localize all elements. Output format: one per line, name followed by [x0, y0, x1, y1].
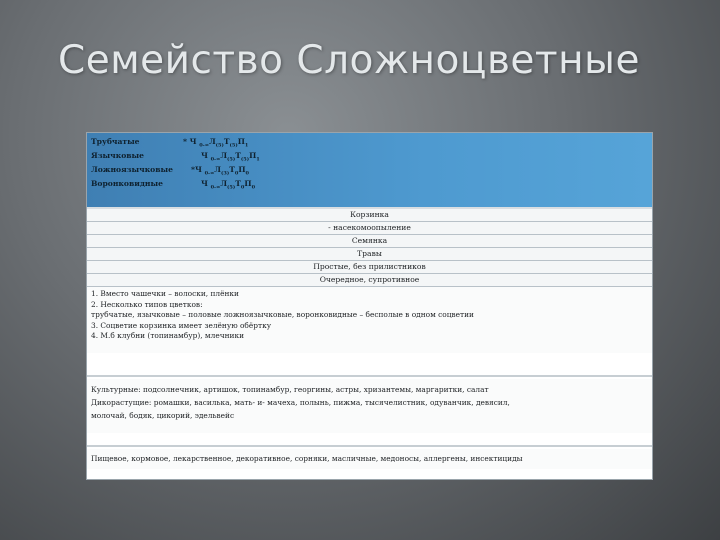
representatives-line: Дикорастущие: ромашки, василька, мать- и- мачеха, полынь, пижма, тысячелистник, одуванчик, девясил,: [91, 398, 510, 407]
representatives-line: Культурные: подсолнечник, артишок, топинамбур, георгины, астры, хризантемы, маргаритки, салат: [91, 385, 489, 394]
representatives-block: [87, 379, 652, 433]
feature-line: 2. Несколько типов цветков:: [91, 299, 203, 309]
feature-line: 4. М.б клубни (топинамбур), млечники: [91, 331, 244, 340]
feature-line: 3. Соцветие корзинка имеет зелёную обёртку: [91, 320, 272, 330]
usage-block: [87, 449, 652, 469]
characteristic-leaves: Простые, без прилистников: [87, 261, 652, 274]
flower-formula: * Ч $_{0-\infty}Л_{(5)}Т_{(5)}П_1$: [183, 137, 249, 149]
formula-label: Ложноязычковые: [91, 165, 173, 174]
info-table: [86, 132, 653, 480]
flower-formula-block: [87, 133, 652, 207]
formula-label: Воронковидные: [91, 179, 163, 188]
flower-formula: Ч $_{0-\infty}Л_{(5)}Т_0П_0$: [201, 179, 256, 191]
divider: [87, 445, 652, 447]
page-title: Семейство Сложноцветные: [58, 38, 640, 83]
characteristic-fruit: Семянка: [87, 235, 652, 248]
feature-line: трубчатые, язычковые – половые ложноязычковые, воронковидные – бесполые в одном соцветии: [91, 310, 474, 319]
formula-label: Трубчатые: [91, 137, 140, 146]
features-block: [87, 287, 652, 353]
divider: [87, 375, 652, 377]
characteristic-inflorescence: Корзинка: [87, 209, 652, 222]
feature-line: 1. Вместо чашечки – волоски, плёнки: [91, 289, 239, 298]
characteristic-leaf-arrangement: Очередное, супротивное: [87, 274, 652, 287]
flower-formula: Ч $_{0-\infty}Л_{(5)}Т_{(5)}П_1$: [201, 151, 260, 163]
flower-formula: *Ч $_{0-\infty}Л_{(3)}Т_0П_0$: [191, 165, 250, 177]
representatives-line: молочай, бодяк, цикорий, эдельвейс: [91, 411, 235, 420]
characteristic-pollination: - насекомоопыление: [87, 222, 652, 235]
characteristic-life-form: Травы: [87, 248, 652, 261]
usage-line: Пищевое, кормовое, лекарственное, декоративное, сорняки, масличные, медоносы, аллергены, инсектициды: [91, 454, 523, 463]
formula-label: Язычковые: [91, 151, 144, 160]
